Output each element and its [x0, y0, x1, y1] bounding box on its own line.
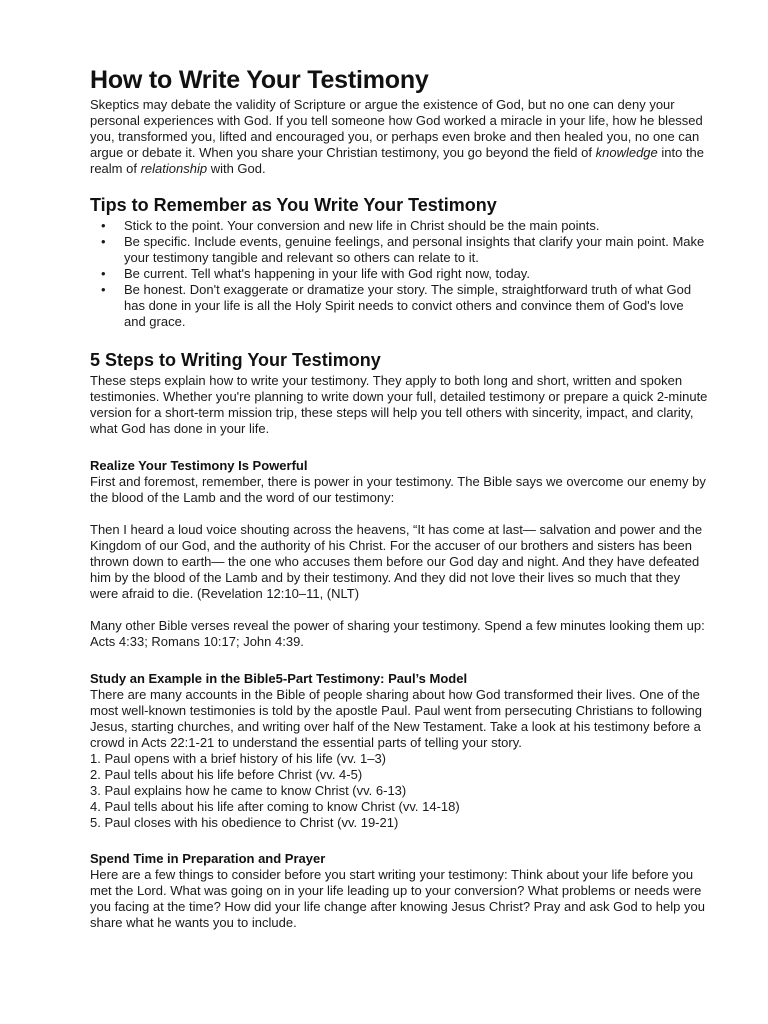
- list-item: 5. Paul closes with his obedience to Christ (vv. 19-21): [90, 815, 399, 830]
- bullet-glyph: •: [101, 218, 106, 233]
- steps-intro: These steps explain how to write your testimony. They apply to both long and short, written and spoken testimonies. Whether you're planning to write down your full, detailed testimony or prepare a quick 2-minute version for a short-term mission trip, these steps will help you tell others with sincerity, impact, and clarity, what God has done in your life.: [90, 373, 708, 436]
- paul-steps-list: [90, 751, 708, 831]
- intro-paragraph: [90, 97, 708, 177]
- example-paragraph: There are many accounts in the Bible of people sharing about how God transformed their lives. One of the most well-known testimonies is told by the apostle Paul. Paul went from persecuting Christians to following Jesus, starting churches, and writing over half of the New Testament. Take a look at his testimony before a crowd in Acts 22:1-21 to understand the essential parts of telling your story.: [90, 687, 703, 750]
- tip-text: Be current. Tell what's happening in your life with God right now, today.: [124, 266, 530, 281]
- bullet-glyph: •: [101, 266, 106, 281]
- list-item: 4. Paul tells about his life after coming to know Christ (vv. 14-18): [90, 799, 460, 814]
- tip-text: Stick to the point. Your conversion and new life in Christ should be the main points.: [124, 218, 600, 233]
- intro-emphasis-knowledge: knowledge: [595, 145, 658, 160]
- tips-list: [90, 218, 708, 330]
- bullet-glyph: •: [101, 282, 106, 297]
- bullet-glyph: •: [101, 234, 106, 249]
- tip-text: Be specific. Include events, genuine feelings, and personal insights that clarify your main point. Make your testimony tangible and relevant so others can relate to it.: [124, 234, 705, 265]
- prayer-heading: Spend Time in Preparation and Prayer: [90, 851, 326, 866]
- verses-paragraph: Many other Bible verses reveal the power of sharing your testimony. Spend a few minutes looking them up: Acts 4:33; Romans 10:17; John 4:39.: [90, 618, 705, 649]
- tips-heading: Tips to Remember as You Write Your Testimony: [90, 195, 497, 215]
- intro-text-2: into the realm of: [90, 145, 705, 176]
- powerful-heading: Realize Your Testimony Is Powerful: [90, 458, 308, 473]
- example-heading: Study an Example in the Bible5-Part Testimony: Paul’s Model: [90, 671, 468, 686]
- list-item: 3. Paul explains how he came to know Christ (vv. 6-13): [90, 783, 407, 798]
- intro-text-3: with God.: [207, 161, 266, 176]
- list-item: [90, 282, 708, 330]
- list-item: 1. Paul opens with a brief history of his life (vv. 1–3): [90, 751, 387, 766]
- list-item: [90, 234, 708, 266]
- list-item: [90, 218, 708, 234]
- tip-text: Be honest. Don't exaggerate or dramatize your story. The simple, straightforward truth of what God has done in your life is all the Holy Spirit needs to convict others and convince them of God's love and grace.: [124, 282, 692, 329]
- intro-text-1: Skeptics may debate the validity of Scripture or argue the existence of God, but no one can deny your personal experiences with God. If you tell someone how God worked a miracle in your life, how he blessed you, transformed you, lifted and encouraged you, or perhaps even broke and then healed you, no one can argue or debate it. When you share your Christian testimony, you go beyond the field of: [90, 97, 703, 160]
- list-item: [90, 266, 708, 282]
- intro-emphasis-relationship: relationship: [140, 161, 208, 176]
- page-title: How to Write Your Testimony: [90, 66, 429, 94]
- powerful-paragraph: First and foremost, remember, there is power in your testimony. The Bible says we overcome our enemy by the blood of the Lamb and the word of our testimony:: [90, 474, 706, 505]
- scripture-quote: Then I heard a loud voice shouting across the heavens, “It has come at last— salvation and power and the Kingdom of our God, and the authority of his Christ. For the accuser of our brothers and sisters has been thrown down to earth— the one who accuses them before our God day and night. And they have defeated him by the blood of the Lamb and by their testimony. And they did not love their lives so much that they were afraid to die. (Revelation 12:10–11, (NLT): [90, 522, 703, 601]
- steps-heading: 5 Steps to Writing Your Testimony: [90, 350, 381, 370]
- list-item: 2. Paul tells about his life before Christ (vv. 4-5): [90, 767, 363, 782]
- prayer-paragraph: Here are a few things to consider before you start writing your testimony: Think about your life before you met the Lord. What was going on in your life leading up to your conversion? What problems or needs were you facing at the time? How did your life change after knowing Jesus Christ? Pray and ask God to help you share what he wants you to include.: [90, 867, 705, 930]
